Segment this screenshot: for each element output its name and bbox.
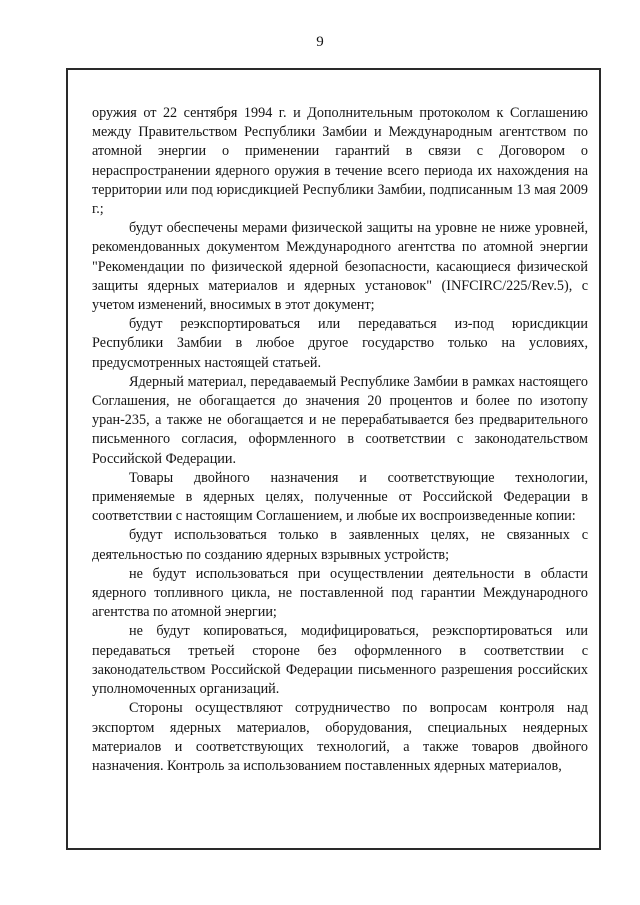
document-body (92, 104, 588, 776)
page-number: 9 (316, 34, 324, 50)
paragraph: оружия от 22 сентября 1994 г. и Дополнительным протоколом к Соглашению между Правительством Республики Замбии и Международным агентством по атомной энергии о применении гарантий в связи с Договором о нераспространении ядерного оружия в течение всего периода их нахождения на территории или под юрисдикцией Республики Замбии, подписанным 13 мая 2009 г.; (92, 105, 588, 218)
paragraph: Товары двойного назначения и соответствующие технологии, применяемые в ядерных целях, полученные от Российской Федерации в соответствии с настоящим Соглашением, и любые их воспроизведенные копии: (92, 469, 588, 525)
paragraph: Стороны осуществляют сотрудничество по вопросам контроля над экспортом ядерных материалов, оборудования, специальных неядерных материалов и соответствующих технологий, а также товаров двойного назначения. Контроль за использованием поставленных ядерных материалов, (92, 700, 588, 774)
paragraph: не будут использоваться при осуществлении деятельности в области ядерного топливного цикла, не поставленной под гарантии Международного агентства по атомной энергии; (92, 565, 588, 621)
paragraph: будут использоваться только в заявленных целях, не связанных с деятельностью по созданию ядерных взрывных устройств; (92, 527, 588, 563)
paragraph: будут обеспечены мерами физической защиты на уровне не ниже уровней, рекомендованных документом Международного агентства по атомной энергии "Рекомендации по физической ядерной безопасности, касающиеся физической защиты ядерных материалов и ядерных установок" (INFCIRC/225/Rev.5), с учетом изменений, вносимых в этот документ; (92, 220, 588, 314)
paragraph: Ядерный материал, передаваемый Республике Замбии в рамках настоящего Соглашения, не обогащается до значения 20 процентов и более по изотопу уран-235, а также не обогащается и не перерабатывается без предварительного письменного согласия, оформленного в соответствии с законодательством Российской Федерации. (92, 373, 588, 467)
paragraph: будут реэкспортироваться или передаваться из-под юрисдикции Республики Замбии в любое другое государство только на условиях, предусмотренных настоящей статьей. (92, 316, 588, 371)
paragraph: не будут копироваться, модифицироваться, реэкспортироваться или передаваться третьей стороне без оформленного в соответствии с законодательством Российской Федерации письменного разрешения российских уполномоченных организаций. (92, 623, 588, 698)
